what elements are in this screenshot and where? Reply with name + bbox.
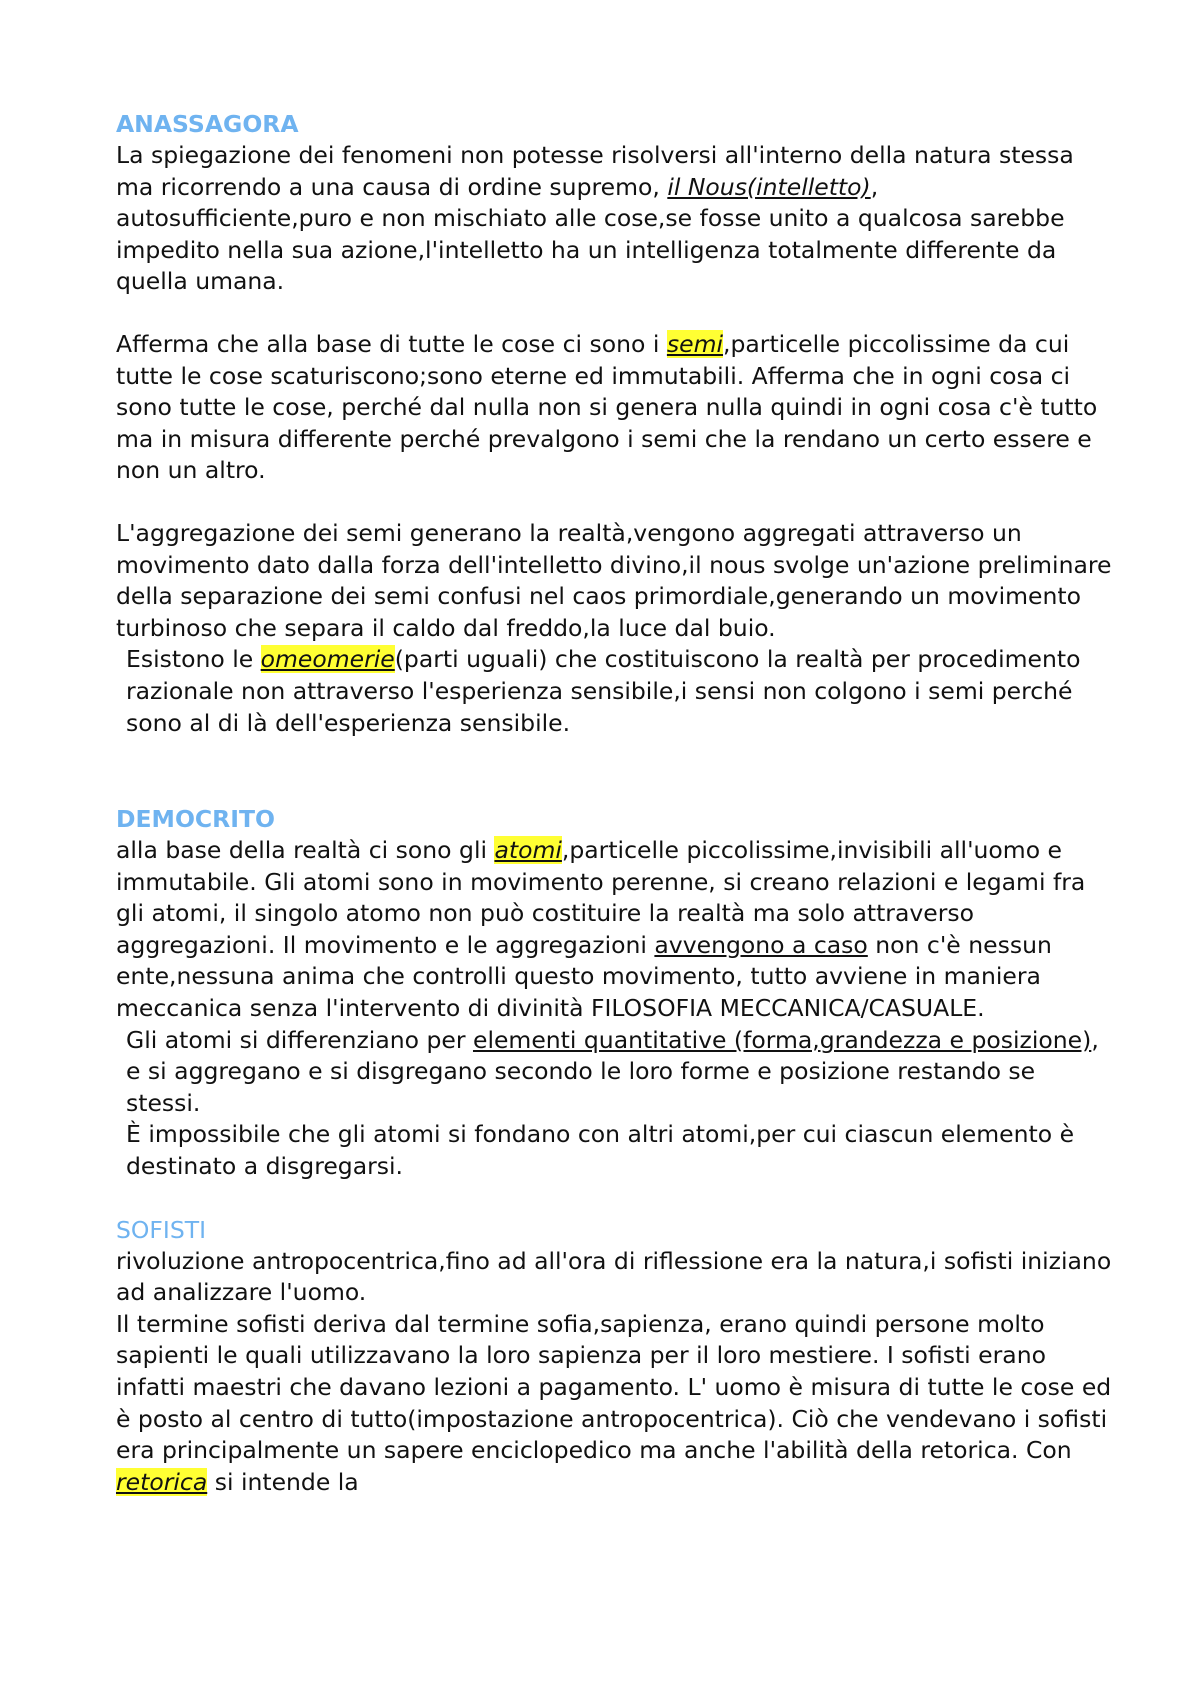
sofisti-p2-text-a: Il termine sofisti deriva dal termine sofia,sapienza, erano quindi persone molto sapienti le quali utilizzavano la loro sapienza per il loro mestiere. I sofisti erano infatti maestri che davano lezioni a pagamento. L' uomo è misura di tutte le cose ed è posto al centro di tutto(impostazione antropocentrica). Ciò che vendevano i sofisti era principalmente un sapere enciclopedico ma anche l'abilità della retorica. Con <box>116 1309 1112 1465</box>
heading-democrito: DEMOCRITO <box>116 805 276 834</box>
anassagora-p2-text-b: ,particelle piccolissime da cui tutte le cose scaturiscono;sono eterne ed immutabili. Afferma che in ogni cosa ci sono tutte le cose, perché dal nulla non si genera nulla quindi in ogni cosa c'è tutto ma in misura differente perché prevalgono i semi che la rendano un certo essere e non un altro. <box>116 329 1098 485</box>
nous-term: il Nous(intelletto) <box>667 172 871 201</box>
anassagora-paragraph-2 <box>116 329 1116 487</box>
anassagora-paragraph-4 <box>116 644 1116 739</box>
democrito-p1-text-c: non c'è nessun ente,nessuna anima che controlli questo movimento, tutto avviene in maniera meccanica senza l'intervento di divinità FILOSOFIA MECCANICA/CASUALE. <box>116 930 1052 1023</box>
anassagora-paragraph-3: L'aggregazione dei semi generano la realtà,vengono aggregati attraverso un movimento dato dalla forza dell'intelletto divino,il nous svolge un'azione preliminare della separazione dei semi confusi nel caos primordiale,generando un movimento turbinoso che separa il caldo dal freddo,la luce dal buio. <box>116 518 1112 642</box>
retorica-term: retorica <box>116 1467 208 1496</box>
democrito-p1-text-a: alla base della realtà ci sono gli <box>116 836 495 865</box>
anassagora-paragraph-1 <box>116 140 1116 298</box>
elementi-quantitative-term: elementi quantitative (forma,grandezza e posizione) <box>472 1025 1092 1054</box>
document-page <box>116 108 1116 1498</box>
democrito-paragraph-2 <box>116 1025 1116 1120</box>
atomi-term: atomi <box>494 836 562 865</box>
sofisti-p2-text-b: si intende la <box>207 1467 359 1496</box>
democrito-p2-text-a: Gli atomi si differenziano per <box>126 1025 473 1054</box>
anassagora-p2-text-a: Afferma che alla base di tutte le cose ci sono i <box>116 329 667 358</box>
anassagora-p1-text-a: La spiegazione dei fenomeni non potesse risolversi all'interno della natura stessa ma ricorrendo a una causa di ordine supremo, <box>116 141 1074 201</box>
anassagora-p4-text-b: (parti uguali) che costituiscono la realtà per procedimento razionale non attraverso l'esperienza sensibile,i sensi non colgono i semi perché sono al di là dell'esperienza sensibile. <box>126 645 1081 737</box>
democrito-p1-text-b: ,particelle piccolissime,invisibili all'uomo e immutabile. Gli atomi sono in movimento perenne, si creano relazioni e legami fra gli atomi, il singolo atomo non può costituire la realtà ma solo attraverso aggregazioni. Il movimento e le aggregazioni <box>116 836 1086 959</box>
avvengono-a-caso-term: avvengono a caso <box>654 930 868 959</box>
sofisti-paragraph-2 <box>116 1309 1116 1499</box>
omeomerie-term: omeomerie <box>260 645 395 674</box>
democrito-paragraph-1 <box>116 835 1116 1025</box>
democrito-paragraph-3: È impossibile che gli atomi si fondano con altri atomi,per cui ciascun elemento è destinato a disgregarsi. <box>126 1120 1075 1181</box>
sofisti-paragraph-1: rivoluzione antropocentrica,fino ad all'ora di riflessione era la natura,i sofisti iniziano ad analizzare l'uomo. <box>116 1246 1112 1307</box>
heading-sofisti: SOFISTI <box>116 1215 207 1244</box>
anassagora-p1-text-b: , autosufficiente,puro e non mischiato alle cose,se fosse unito a qualcosa sarebbe impedito nella sua azione,l'intelletto ha un intelligenza totalmente differente da quella umana. <box>116 172 1065 296</box>
semi-term: semi <box>666 329 724 358</box>
democrito-p2-text-b: , e si aggregano e si disgregano secondo le loro forme e posizione restando se stessi. <box>126 1025 1099 1117</box>
anassagora-p4-text-a: Esistono le <box>126 645 261 674</box>
heading-anassagora: ANASSAGORA <box>116 110 299 138</box>
